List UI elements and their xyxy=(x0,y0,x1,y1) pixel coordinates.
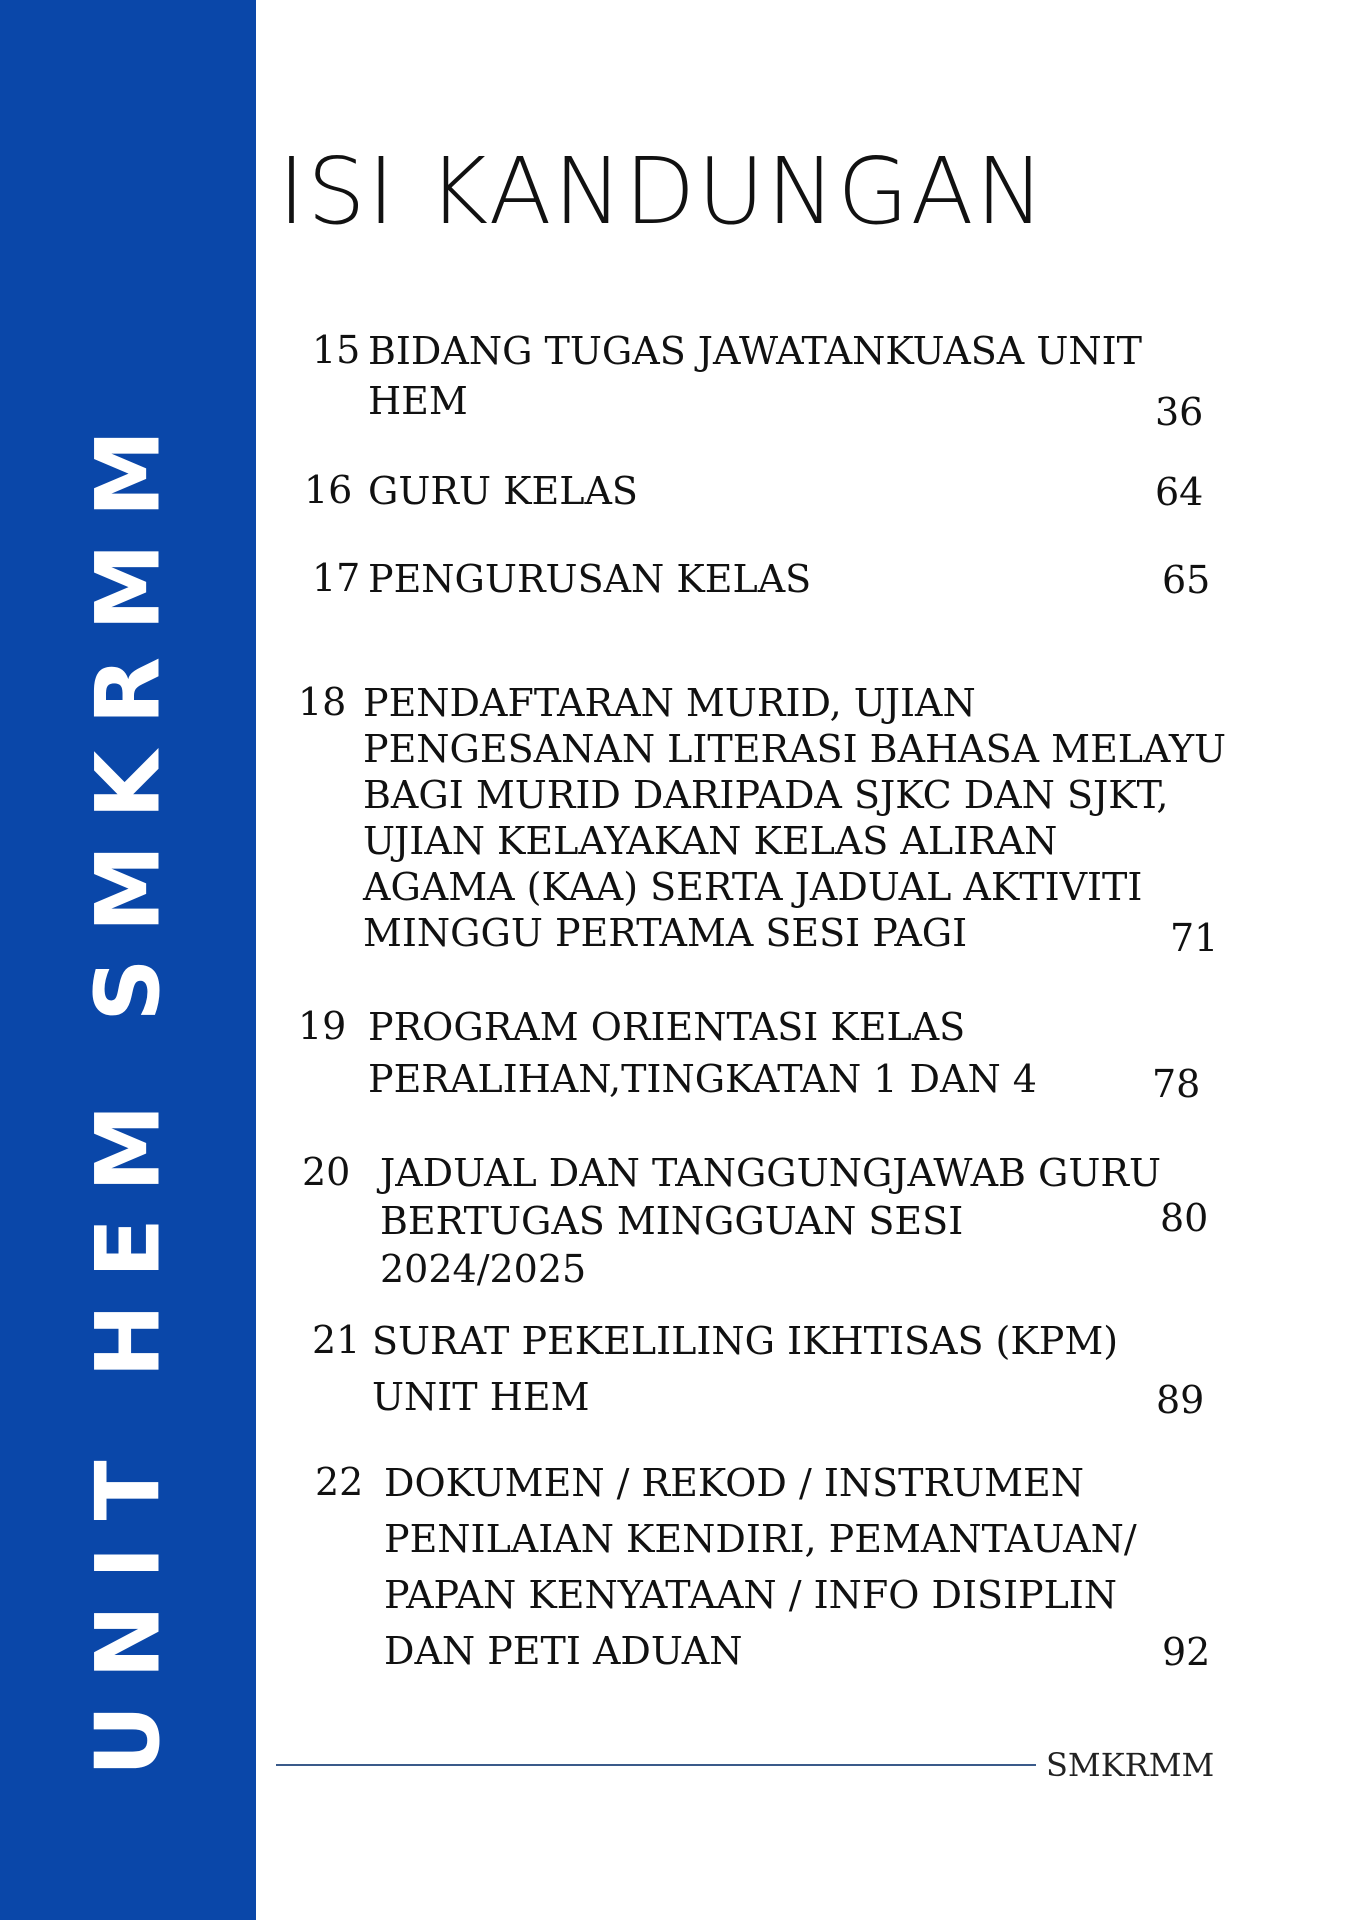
toc-entry-title-line: JADUAL DAN TANGGUNGJAWAB GURU xyxy=(380,1151,1162,1195)
toc-entry-number: 16 xyxy=(304,468,353,512)
toc-entry-title-line: UNIT HEM xyxy=(372,1375,590,1419)
page-title: ISI KANDUNGAN xyxy=(278,138,1047,245)
toc-entry-number: 21 xyxy=(312,1318,361,1362)
toc-entry-title-line: PROGRAM ORIENTASI KELAS xyxy=(368,1005,966,1049)
toc-entry-number: 17 xyxy=(312,556,361,600)
toc-entry-page-number: 92 xyxy=(1162,1630,1211,1674)
toc-entry-title-line: BERTUGAS MINGGUAN SESI xyxy=(380,1199,964,1243)
footer-rule xyxy=(276,1764,1036,1766)
toc-entry-page-number: 36 xyxy=(1155,390,1204,434)
toc-entry-title-line: PERALIHAN,TINGKATAN 1 DAN 4 xyxy=(368,1057,1037,1101)
toc-entry-title-line: PENILAIAN KENDIRI, PEMANTAUAN/ xyxy=(384,1517,1137,1561)
footer-label: SMKRMM xyxy=(1046,1746,1215,1784)
toc-entry-title-line: HEM xyxy=(368,379,468,423)
sidebar-band xyxy=(0,0,256,1920)
toc-entry-title-line: MINGGU PERTAMA SESI PAGI xyxy=(363,911,968,955)
toc-entry-number: 19 xyxy=(298,1004,347,1048)
toc-entry-title-line: BIDANG TUGAS JAWATANKUASA UNIT xyxy=(368,329,1142,373)
toc-entry-title-line: PENGURUSAN KELAS xyxy=(368,557,812,601)
toc-entry-title-line: DAN PETI ADUAN xyxy=(384,1629,743,1673)
toc-entry-page-number: 65 xyxy=(1162,558,1211,602)
toc-entry-title-line: 2024/2025 xyxy=(380,1247,587,1291)
toc-entry-title-line: AGAMA (KAA) SERTA JADUAL AKTIVITI xyxy=(363,865,1143,909)
toc-entry-title-line: UJIAN KELAYAKAN KELAS ALIRAN xyxy=(363,819,1058,863)
toc-entry-page-number: 71 xyxy=(1170,916,1219,960)
toc-entry-title-line: PENDAFTARAN MURID, UJIAN xyxy=(363,681,976,725)
toc-entry-number: 20 xyxy=(302,1150,351,1194)
sidebar-label: UNIT HEM SMKRMM xyxy=(76,403,180,1777)
toc-entry-title-line: DOKUMEN / REKOD / INSTRUMEN xyxy=(384,1461,1085,1505)
toc-entry-number: 18 xyxy=(298,680,347,724)
toc-entry-title-line: BAGI MURID DARIPADA SJKC DAN SJKT, xyxy=(363,773,1169,817)
toc-entry-number: 15 xyxy=(312,328,361,372)
toc-entry-number: 22 xyxy=(315,1460,364,1504)
toc-entry-title-line: SURAT PEKELILING IKHTISAS (KPM) xyxy=(372,1319,1119,1363)
toc-entry-page-number: 64 xyxy=(1155,470,1204,514)
toc-entry-title-line: PAPAN KENYATAAN / INFO DISIPLIN xyxy=(384,1573,1118,1617)
toc-entry-page-number: 80 xyxy=(1160,1196,1209,1240)
toc-entry-title-line: GURU KELAS xyxy=(368,469,638,513)
toc-entry-page-number: 89 xyxy=(1156,1378,1205,1422)
toc-entry-title-line: PENGESANAN LITERASI BAHASA MELAYU xyxy=(363,727,1227,771)
toc-entry-page-number: 78 xyxy=(1152,1062,1201,1106)
